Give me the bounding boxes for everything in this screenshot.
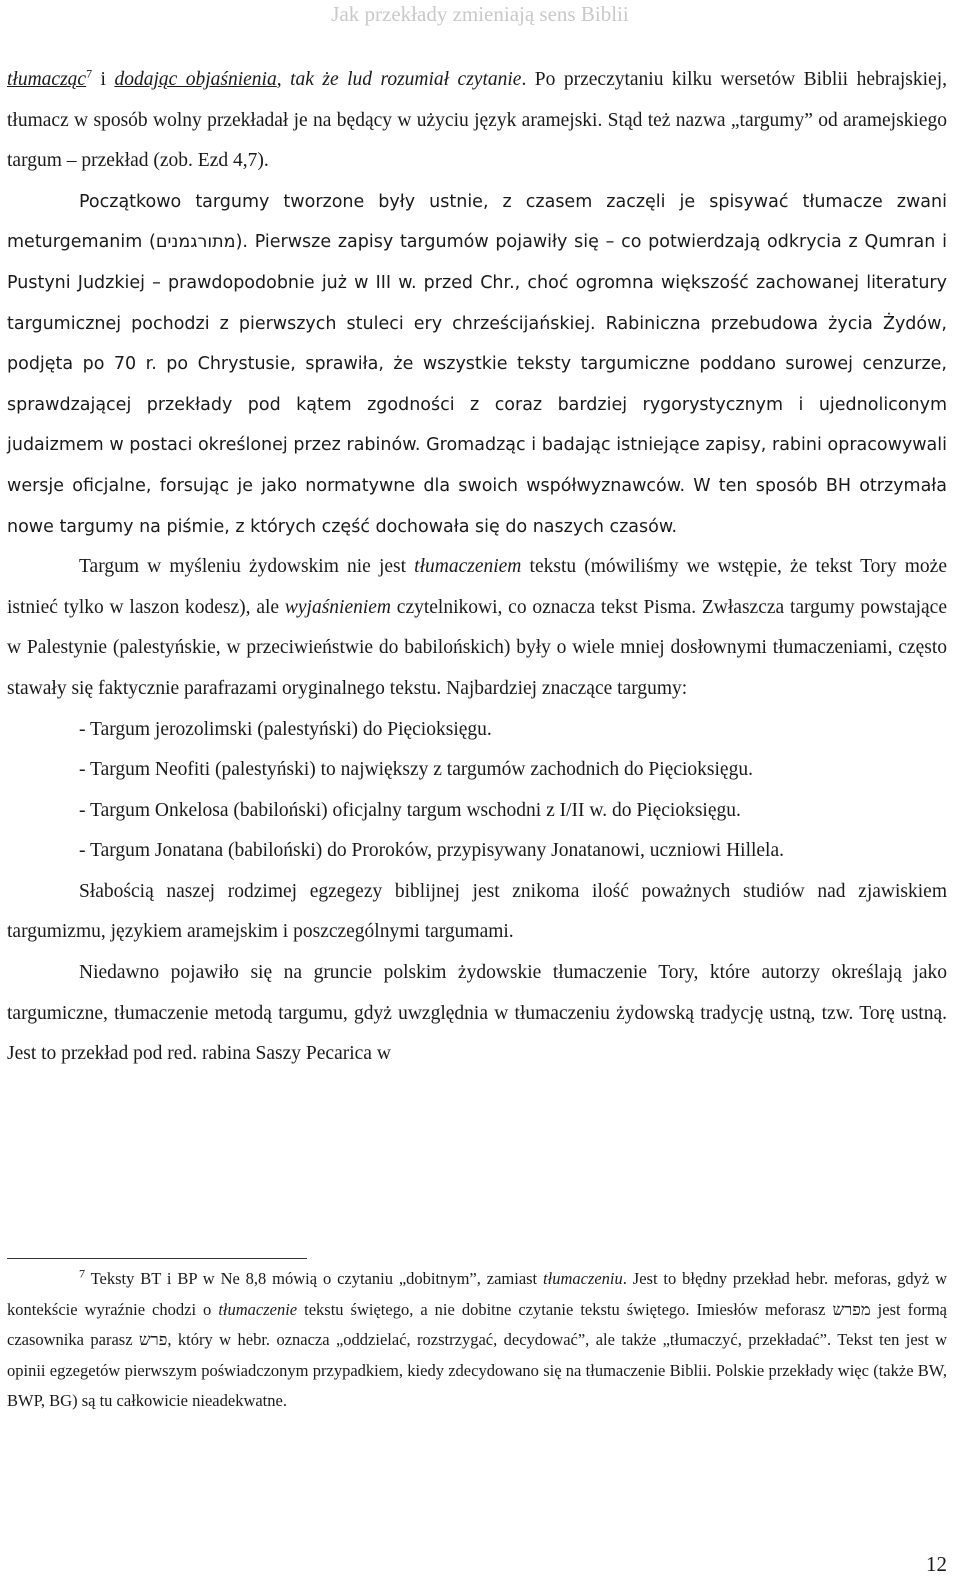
text-run: Teksty BT i BP w Ne 8,8 mówią o czytaniu „dobitnym”, zamiast — [85, 1269, 544, 1288]
paragraph-4: Słabością naszej rodzimej egzegezy biblijnej jest znikoma ilość poważnych studiów nad zjawiskiem targumizmu, językiem aramejskim i poszczególnymi targumami. — [7, 880, 947, 943]
list-item: - Targum jerozolimski (palestyński) do Pięcioksięgu. — [79, 718, 492, 740]
text-run: Początkowo targumy tworzone były ustnie, z czasem zaczęli je spisywać tłumacze zwani meturgemanim ( — [7, 191, 947, 253]
text-run: , który w hebr. oznacza „oddzielać, rozstrzygać, decydować”, ale także „tłumaczyć, przekładać”. Tekst ten jest w opinii egzegetów pierwszym poświadczonym przypadkiem, kiedy zdecydowano się na tłumaczenie Biblii. Polskie przekłady więc (także BW, BWP, BG) są tu całkowicie nieadekwatne. — [7, 1330, 947, 1410]
hebrew-word: פרש — [138, 1330, 168, 1349]
text-run: jest formą czasownika parasz — [7, 1299, 947, 1349]
text-run: i — [92, 69, 115, 90]
text-run: czytelnikowi, co oznacza tekst Pisma. Zwłaszcza targumy powstające w Palestynie (palestyńskie, w przeciwieństwie do babilońskich) były o wiele mniej dosłownymi tłumaczeniami, często stawały się faktycznie parafrazami oryginalnego tekstu. Najbardziej znaczące targumy: — [7, 596, 947, 699]
text-run: . Po przeczytaniu kilku wersetów Biblii hebrajskiej, tłumacz w sposób wolny przekładał je na będący w użyciu język aramejski. Stąd też nazwa „targumy” od aramejskiego targum – przekład (zob. Ezd 4,7). — [7, 69, 947, 172]
italic-term: wyjaśnieniem — [284, 596, 392, 618]
italic-run: , tak że lud rozumiał czytanie — [276, 69, 522, 90]
text-run: Targum w myśleniu żydowskim nie jest — [79, 556, 415, 578]
footnotes — [7, 1264, 947, 1417]
hebrew-word: מתורגמנים — [155, 232, 236, 253]
text-run: tekstu (mówiliśmy we wstępie, że tekst Tory może istnieć tylko w laszon kodesz), ale — [7, 556, 947, 618]
text-run: po Chrystusie, sprawiła, że wszystkie teksty targumiczne poddano surowej cenzurze, sprawdzającej przekłady pod kątem zgodności z coraz bardziej rygorystycznym i ujednoliconym judaizmem w postaci określonej przez rabinów. Gromadząc i badając istniejące zapisy, rabini opracowywali wersje oficjalne, forsując je jako normatywne dla swoich współwyznawców. W ten sposób BH otrzymała nowe targumy na piśmie, z których część dochowała się do naszych czasów. — [7, 354, 947, 537]
page-number: 12 — [926, 1552, 947, 1576]
list-item: - Targum Jonatana (babiloński) do Proroków, przypisywany Jonatanowi, uczniowi Hillela. — [79, 840, 785, 862]
list-item: - Targum Onkelosa (babiloński) oficjalny targum wschodni z I/II w. do Pięcioksięgu. — [79, 799, 741, 821]
footnote-ref: 7 — [86, 66, 93, 81]
footnote-separator — [7, 1258, 307, 1259]
text-run: . Jest to błędny przekład hebr. meforas, gdyż w kontekście wyraźnie chodzi o — [7, 1269, 947, 1319]
text-run: ). Pierwsze zapisy targumów pojawiły się – co potwierdzają odkrycia z Qumran i Pustyni Judzkiej – prawdopodobnie już w III w. przed Chr. — [7, 232, 947, 293]
italic-term: tłumacząc — [7, 69, 87, 90]
paragraph-3 — [7, 547, 947, 709]
main-text — [7, 60, 947, 1075]
italic-term: tłumaczenie — [218, 1299, 298, 1319]
paragraph-1 — [7, 60, 947, 182]
footnote-number: 7 — [79, 1266, 85, 1281]
italic-term: tłumaczeniem — [414, 556, 522, 578]
list-item: - Targum Neofiti (palestyński) to największy z targumów zachodnich do Pięcioksięgu. — [79, 759, 753, 781]
text-run: , choć ogromna większość zachowanej literatury targumicznej pochodzi z pierwszych stuleci ery chrześcijańskiej. Rabiniczna przebudowa życia Żydów, podjęta po 70 r. — [7, 272, 947, 375]
text-run: tekstu świętego, a nie dobitne czytanie tekstu świętego. Imiesłów meforasz — [297, 1299, 833, 1319]
footnote-7 — [7, 1264, 947, 1417]
italic-term: dodając objaśnienia — [114, 69, 277, 90]
hebrew-word: מפרש — [832, 1299, 871, 1319]
running-header: Jak przekłady zmieniają sens Biblii — [331, 2, 629, 26]
paragraph-5: Niedawno pojawiło się na gruncie polskim żydowskie tłumaczenie Tory, które autorzy określają jako targumiczne, tłumaczenie metodą targumu, gdyż uwzględnia w tłumaczeniu żydowską tradycję ustną, tzw. Torę ustną. Jest to przekład pod red. rabina Saszy Pecarica w — [7, 962, 947, 1065]
paragraph-2 — [7, 182, 947, 547]
italic-term: tłumaczeniu — [543, 1269, 623, 1288]
